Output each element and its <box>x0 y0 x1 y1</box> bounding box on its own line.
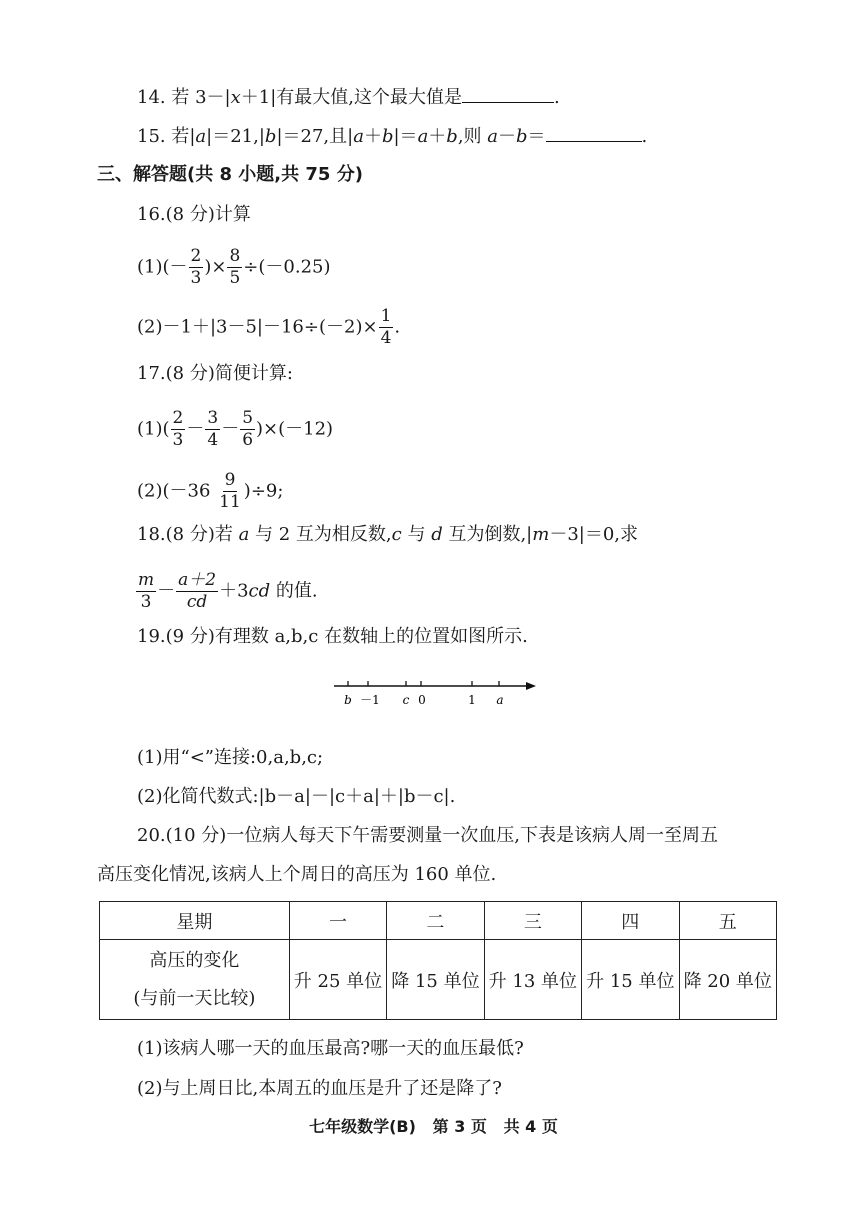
expr-text: (1)( <box>137 418 170 440</box>
q18-var: a <box>238 524 250 545</box>
numerator: m <box>138 570 155 590</box>
q15-var: a <box>195 126 207 147</box>
table-header-cell: 五 <box>679 902 776 940</box>
q15-var: b <box>446 126 458 147</box>
number-line-label: －1 <box>360 693 380 707</box>
fraction <box>205 410 220 449</box>
expr-text: )×(－12) <box>256 418 334 440</box>
question-15 <box>137 123 647 150</box>
expr-text: － <box>186 418 205 440</box>
table-header-cell: 二 <box>387 902 484 940</box>
q18-text: －3|＝0,求 <box>549 524 639 545</box>
q14-var: x <box>230 87 241 108</box>
q18-var: cd <box>248 580 271 602</box>
number-line-label: 1 <box>468 693 476 707</box>
table-cell: 升 15 单位 <box>582 940 679 1020</box>
expr-text: )× <box>204 256 227 278</box>
numerator: 2 <box>190 246 202 266</box>
table-cell: 升 25 单位 <box>289 940 386 1020</box>
numerator: 9 <box>224 470 236 490</box>
page-footer: 七年级数学(B) 第 3 页 共 4 页 <box>309 1117 558 1136</box>
q16-heading: 16.(8 分)计算 <box>137 204 251 225</box>
row-label-line: 高压的变化 <box>149 949 240 971</box>
fraction <box>189 248 204 287</box>
q15-var: a <box>417 126 429 147</box>
q18-var: m <box>532 524 550 545</box>
q20-line2: 高压变化情况,该病人上个周日的高压为 160 单位. <box>97 864 497 885</box>
expr-text: － <box>221 418 240 440</box>
number-line-arrow-icon <box>526 682 536 690</box>
denominator: 5 <box>229 268 241 288</box>
q17-part2 <box>137 472 283 511</box>
q20-part2: (2)与上周日比,本周五的血压是升了还是降了? <box>137 1078 502 1099</box>
q15-text: |＝21,| <box>206 126 265 147</box>
q15-var: b <box>516 126 528 147</box>
q15-text: ＋ <box>428 126 447 147</box>
table-cell: 降 15 单位 <box>387 940 484 1020</box>
q18-line2 <box>135 572 318 611</box>
q14-end: . <box>554 87 560 108</box>
number-line-label: c <box>402 693 410 707</box>
answer-blank-15[interactable] <box>546 123 642 142</box>
q15-text: ＋ <box>363 126 382 147</box>
expr-text: (2)(－36 <box>137 480 217 502</box>
q15-text: － <box>498 126 517 147</box>
numerator: 8 <box>229 246 241 266</box>
q15-var: a <box>487 126 499 147</box>
fraction <box>379 308 394 347</box>
q15-text: |＝ <box>393 126 418 147</box>
table-header-cell: 三 <box>484 902 581 940</box>
denominator: 3 <box>190 268 202 288</box>
q20-line1: 20.(10 分)一位病人每天下午需要测量一次血压,下表是该病人周一至周五 <box>137 825 719 846</box>
q18-text: 互为倒数,| <box>442 524 533 545</box>
q17-part1 <box>137 410 333 449</box>
expr-text: ＋3 <box>219 580 249 602</box>
answer-blank-14[interactable] <box>462 84 554 103</box>
numerator: 2 <box>172 408 184 428</box>
fraction <box>171 410 186 449</box>
numerator: 5 <box>242 408 254 428</box>
q15-end: . <box>641 126 648 147</box>
table-header-cell: 四 <box>582 902 679 940</box>
number-line-label: b <box>344 693 352 707</box>
expr-text: (2)－1＋|3－5|－16÷(－2)× <box>137 316 378 338</box>
q18-var: c <box>391 524 402 545</box>
table-header-row <box>100 902 777 940</box>
number-line-label: a <box>496 693 504 707</box>
numerator: 1 <box>380 306 392 326</box>
denominator: 3 <box>172 430 184 450</box>
denominator: 3 <box>140 592 152 612</box>
expr-text: － <box>157 580 176 602</box>
denominator: 4 <box>207 430 219 450</box>
blood-pressure-table <box>99 901 777 1020</box>
q20-part1: (1)该病人哪一天的血压最高?哪一天的血压最低? <box>137 1038 524 1059</box>
q19-part1: (1)用“<”连接:0,a,b,c; <box>137 747 324 768</box>
fraction <box>136 572 156 611</box>
numerator: a＋2 <box>178 570 217 590</box>
q18-text: 与 <box>401 524 432 545</box>
fraction <box>227 248 242 287</box>
number-line-label: 0 <box>418 693 426 707</box>
q15-text: ,则 <box>457 126 488 147</box>
table-cell: 降 20 单位 <box>679 940 776 1020</box>
expr-text: (1)(－ <box>137 256 188 278</box>
table-cell: 升 13 单位 <box>484 940 581 1020</box>
expr-text: ÷(－0.25) <box>243 256 331 278</box>
denominator: 4 <box>380 328 392 348</box>
q15-var: a <box>353 126 364 147</box>
q15-var: b <box>264 126 277 147</box>
denominator: cd <box>186 592 208 612</box>
expr-text: 的值. <box>270 580 318 602</box>
q18-var: d <box>431 524 443 545</box>
q15-text: |＝27,且| <box>276 126 354 147</box>
q14-text: 14. 若 3－| <box>137 87 231 108</box>
number-line-diagram <box>330 676 545 712</box>
q15-text: 15. 若| <box>137 126 196 147</box>
q18-text: 与 2 互为相反数, <box>249 524 392 545</box>
table-header-cell: 星期 <box>100 902 290 940</box>
q16-part1 <box>137 248 331 287</box>
fraction <box>240 410 255 449</box>
fraction <box>176 572 218 611</box>
denominator: 6 <box>242 430 254 450</box>
fraction <box>217 472 243 511</box>
q19-heading: 19.(9 分)有理数 a,b,c 在数轴上的位置如图所示. <box>137 626 528 647</box>
q16-part2 <box>137 308 400 347</box>
table-row <box>100 940 777 1020</box>
expr-text: . <box>394 316 401 338</box>
q18-text: 18.(8 分)若 <box>137 524 239 545</box>
q14-text: ＋1|有最大值,这个最大值是 <box>240 87 462 108</box>
q18-line1 <box>137 522 638 548</box>
q17-heading: 17.(8 分)简便计算: <box>137 363 293 384</box>
table-header-cell: 一 <box>289 902 386 940</box>
denominator: 11 <box>219 492 241 512</box>
numerator: 3 <box>207 408 219 428</box>
row-label-line: (与前一天比较) <box>133 987 256 1009</box>
q15-text: ＝ <box>527 126 546 147</box>
expr-text: )÷9; <box>243 480 284 502</box>
table-row-label <box>100 940 290 1020</box>
section-heading: 三、解答题(共 8 小题,共 75 分) <box>97 164 363 185</box>
question-14 <box>137 84 560 111</box>
q15-var: b <box>381 126 394 147</box>
q19-part2: (2)化简代数式:|b－a|－|c＋a|＋|b－c|. <box>137 786 456 807</box>
